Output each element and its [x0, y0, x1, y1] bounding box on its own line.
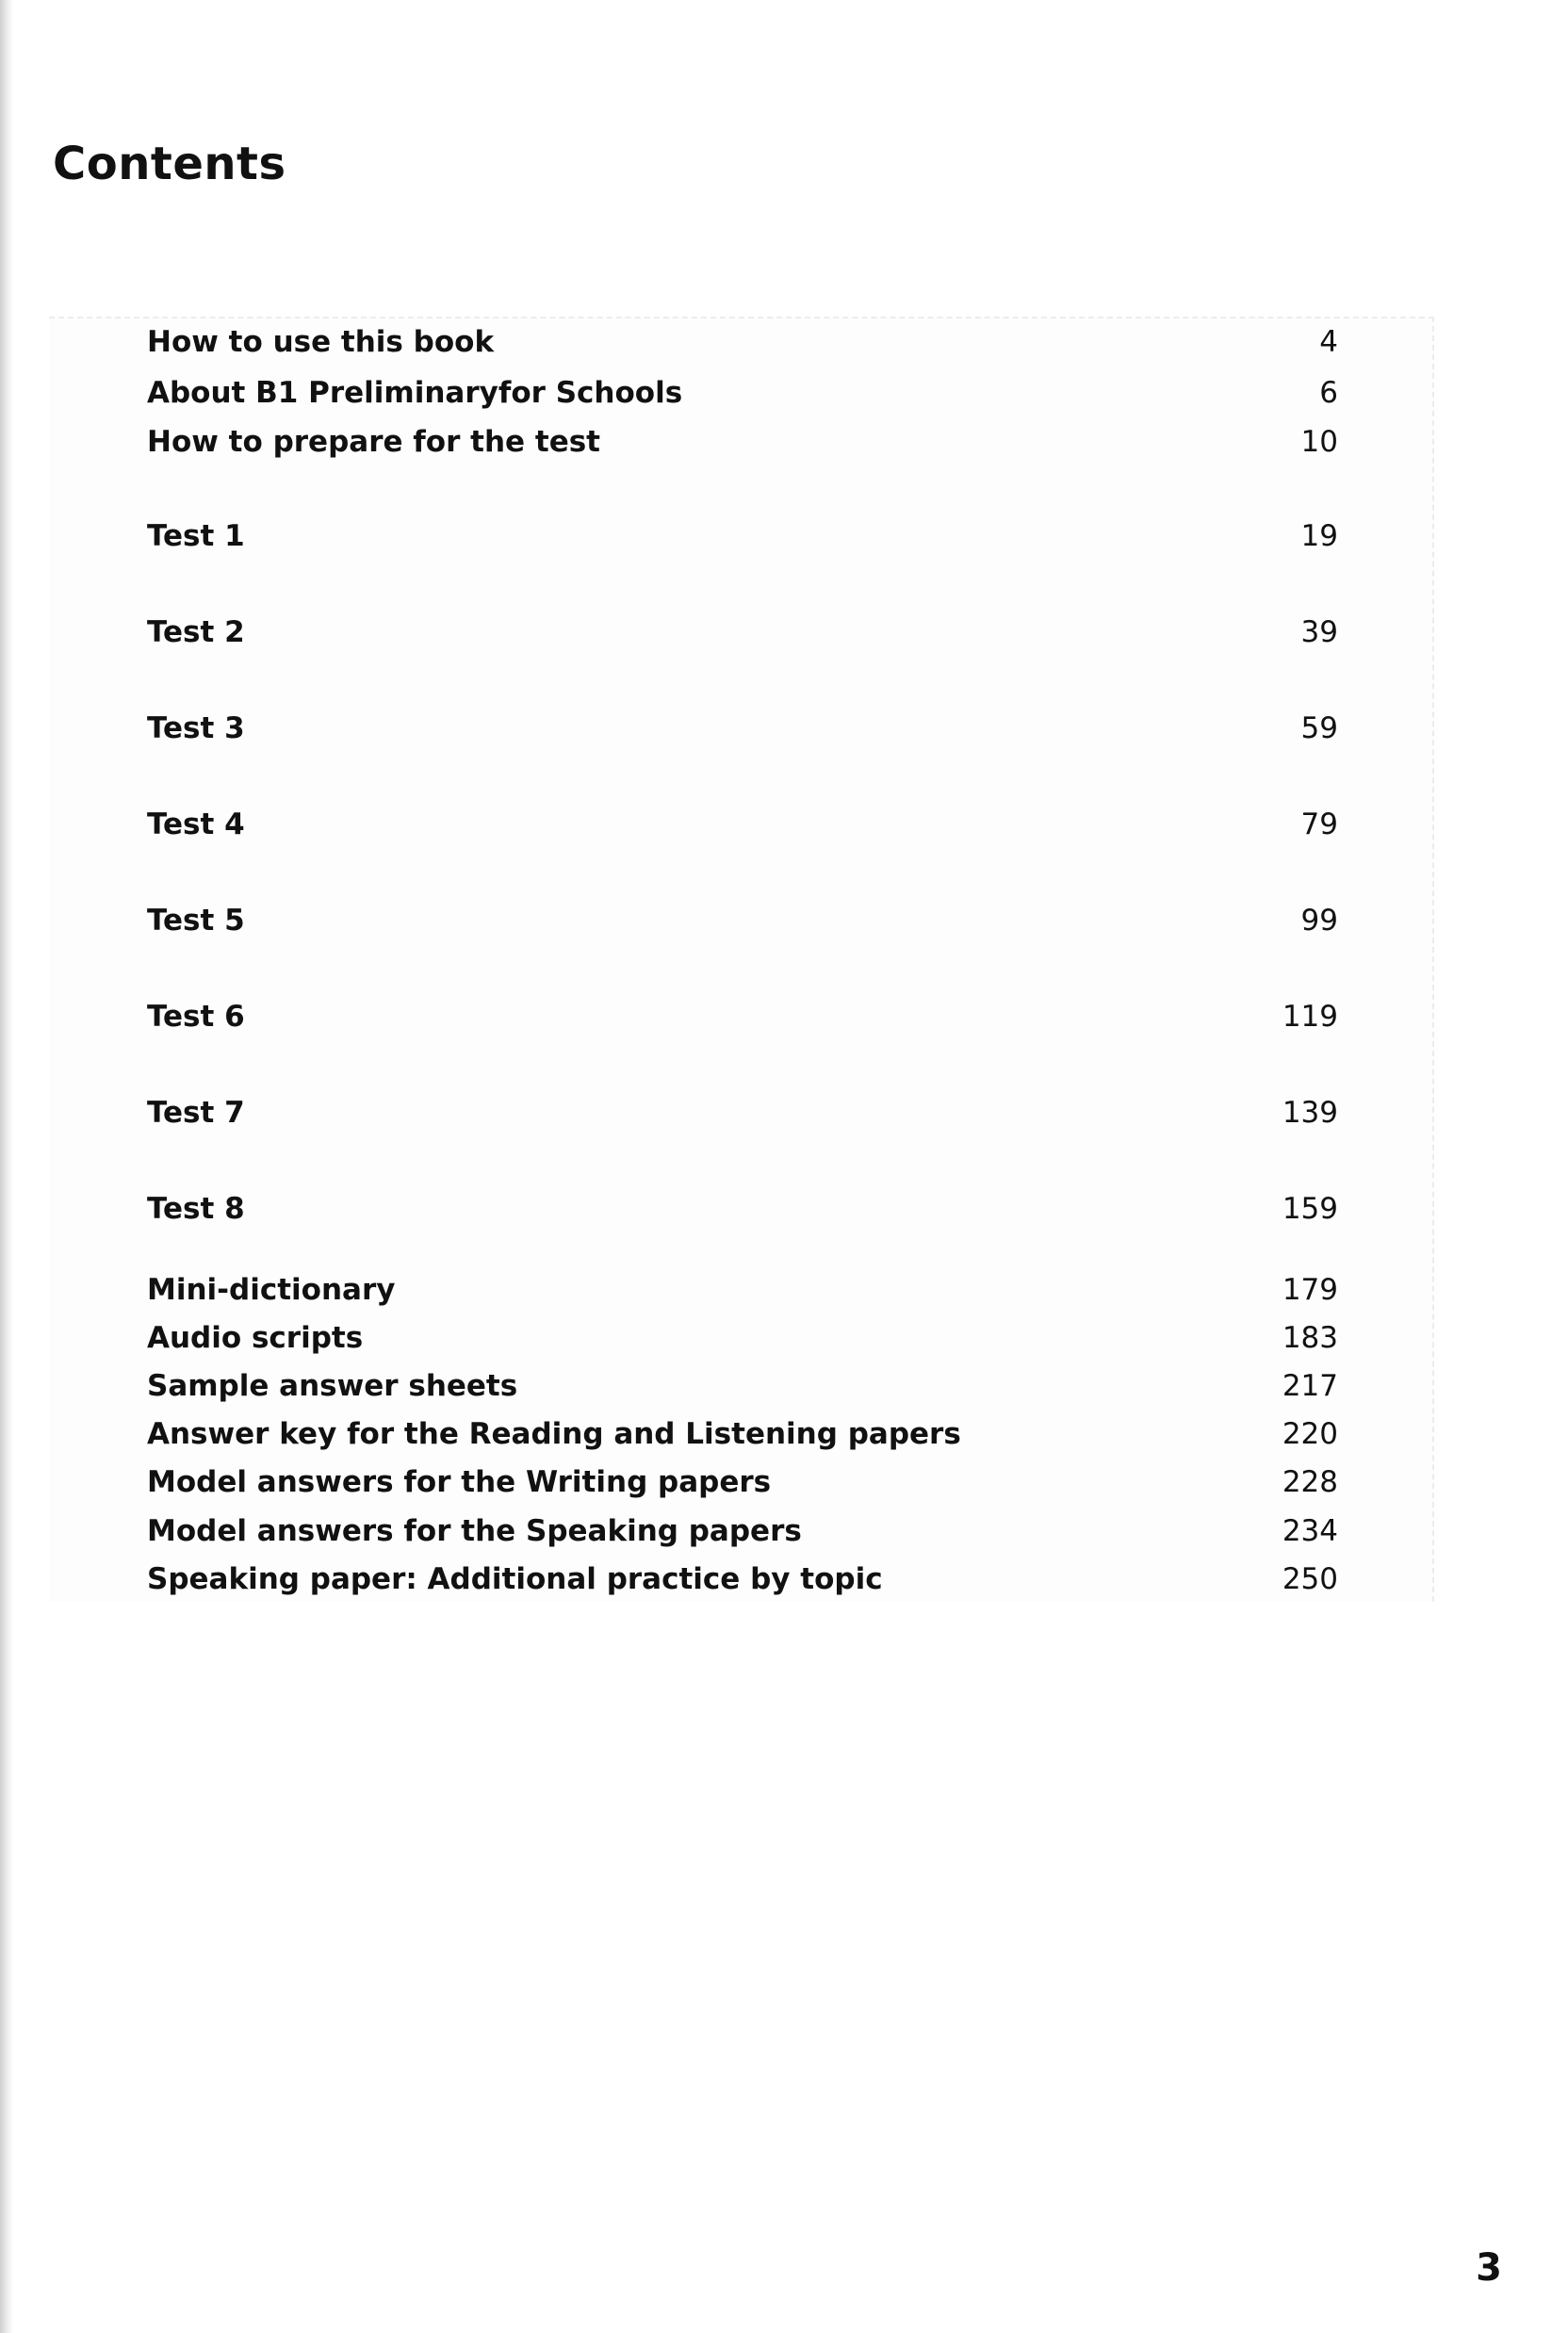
- toc-entry-page: 99: [1300, 904, 1338, 938]
- toc-entry-page: 119: [1282, 1000, 1338, 1034]
- toc-entry-page: 79: [1300, 808, 1338, 841]
- toc-row: [0, 897, 1568, 944]
- toc-entry-page: 6: [1319, 376, 1338, 410]
- toc-entry-page: 183: [1282, 1321, 1338, 1355]
- toc-entry-label: How to use this book: [147, 325, 495, 359]
- toc-entry-page: 217: [1282, 1369, 1338, 1403]
- toc-entry-label: Test 8: [147, 1192, 245, 1226]
- toc-row: [0, 705, 1568, 752]
- toc-entry-page: 234: [1282, 1514, 1338, 1548]
- toc-row: [0, 1508, 1568, 1555]
- toc-entry-page: 10: [1300, 425, 1338, 459]
- toc-row: [0, 1185, 1568, 1232]
- toc-entry-label: Test 3: [147, 711, 245, 745]
- page-number: 3: [1476, 2246, 1502, 2290]
- toc-entry-page: 19: [1300, 519, 1338, 553]
- toc-entry-label: Answer key for the Reading and Listening papers: [147, 1417, 961, 1451]
- toc-row: [0, 369, 1568, 416]
- toc-row: [0, 513, 1568, 560]
- toc-entry-label: Test 4: [147, 808, 245, 841]
- toc-entry-label: Test 5: [147, 904, 245, 938]
- toc-entry-page: 59: [1300, 711, 1338, 745]
- toc-row: [0, 1459, 1568, 1506]
- toc-entry-label: Test 1: [147, 519, 245, 553]
- toc-entry-label: Audio scripts: [147, 1321, 364, 1355]
- toc-row: [0, 609, 1568, 656]
- toc-entry-label: Model answers for the Speaking papers: [147, 1514, 802, 1548]
- toc-entry-label: Mini-dictionary: [147, 1273, 396, 1307]
- toc-row: [0, 1411, 1568, 1458]
- toc-row: [0, 1314, 1568, 1362]
- toc-row: [0, 318, 1568, 366]
- toc-entry-label: About B1 Preliminaryfor Schools: [147, 376, 683, 410]
- toc-entry-page: 4: [1319, 325, 1338, 359]
- toc-row: [0, 1362, 1568, 1410]
- toc-entry-label: Test 6: [147, 1000, 245, 1034]
- toc-entry-page: 220: [1282, 1417, 1338, 1451]
- toc-entry-page: 139: [1282, 1096, 1338, 1130]
- toc-entry-page: 179: [1282, 1273, 1338, 1307]
- toc-entry-page: 39: [1300, 615, 1338, 649]
- toc-entry-page: 159: [1282, 1192, 1338, 1226]
- toc-entry-page: 228: [1282, 1465, 1338, 1499]
- toc-entry-page: 250: [1282, 1562, 1338, 1596]
- toc-row: [0, 1089, 1568, 1136]
- toc-row: [0, 801, 1568, 848]
- toc-entry-label: Test 7: [147, 1096, 245, 1130]
- toc-entry-label: Model answers for the Writing papers: [147, 1465, 772, 1499]
- toc-entry-label: Test 2: [147, 615, 245, 649]
- toc-entry-label: Sample answer sheets: [147, 1369, 518, 1403]
- toc-entry-label: Speaking paper: Additional practice by topic: [147, 1562, 883, 1596]
- page-title: Contents: [53, 138, 286, 190]
- toc-row: [0, 993, 1568, 1040]
- toc-entry-label: How to prepare for the test: [147, 425, 600, 459]
- toc-row: [0, 1266, 1568, 1313]
- toc-row: [0, 1556, 1568, 1603]
- toc-row: [0, 418, 1568, 465]
